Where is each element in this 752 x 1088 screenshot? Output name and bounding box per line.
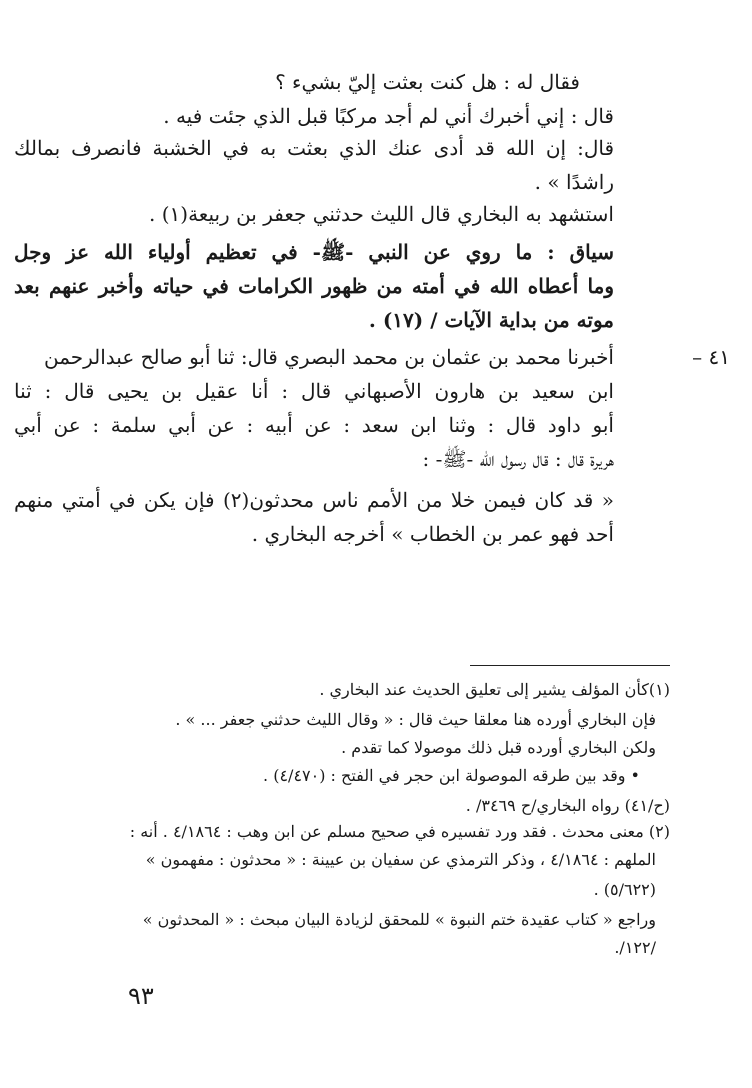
footnote-line-2: فإن البخاري أورده هنا معلقا حيث قال : « وقال الليث حدثني جعفر ... » .	[175, 710, 656, 729]
footnote-separator	[470, 665, 670, 666]
body-line-3: قال: إن الله قد أدى عنك الذي بعثت به في الخشبة فانصرف بمالك	[14, 136, 614, 160]
hadith-line-4: هريرة قال : قال رسول الله -ﷺ- :	[422, 447, 614, 471]
body-line-2: قال : إني أخبرك أني لم أجد مركبًا قبل الذي جئت فيه .	[163, 104, 614, 128]
body-line-4: راشدًا » .	[534, 170, 614, 194]
siyaq-line-1: سياق : ما روي عن النبي -ﷺ- في تعظيم أولياء الله عز وجل	[14, 240, 614, 264]
footnote-line-3: ولكن البخاري أورده قبل ذلك موصولا كما تقدم .	[341, 738, 656, 757]
hadith-number: ٤١ –	[692, 345, 730, 369]
siyaq-line-3: موته من بداية الآيات / (١٧) .	[368, 308, 614, 332]
hadith-line-2: ابن سعيد بن هارون الأصبهاني قال : أنا عقيل بن يحيى قال : ثنا	[14, 379, 614, 403]
footnote-line-5: (ح/٤١) رواه البخاري/ح ٣٤٦٩/ .	[465, 796, 670, 815]
footnote-line-4: • وقد بين طرقه الموصولة ابن حجر في الفتح : (٤/٤٧٠) .	[263, 766, 640, 785]
siyaq-line-2: وما أعطاه الله في أمته من ظهور الكرامات في حياته وأخبر عنهم بعد	[14, 274, 614, 298]
footnote-line-9: وراجع « كتاب عقيدة ختم النبوة » للمحقق لزيادة البيان مبحث : « المحدثون »	[142, 910, 656, 929]
footnote-line-6: (٢) معنى محدث . فقد ورد تفسيره في صحيح مسلم عن ابن وهب : ٤/١٨٦٤ . أنه :	[129, 822, 670, 841]
footnote-line-8: (٥/٦٢٢) .	[593, 880, 656, 899]
quote-line-1: « قد كان فيمن خلا من الأمم ناس محدثون(٢) فإن يكن في أمتي منهم	[14, 488, 615, 512]
body-line-1: فقال له : هل كنت بعثت إليّ بشيء ؟	[275, 70, 580, 94]
footnote-line-10: /١٢٢/.	[614, 938, 656, 957]
page-number: ٩٣	[128, 982, 154, 1010]
hadith-line-3: أبو داود قال : وثنا ابن سعد : عن أبيه : عن أبي سلمة : عن أبي	[14, 413, 614, 437]
quote-line-2: أحد فهو عمر بن الخطاب » أخرجه البخاري .	[251, 522, 614, 546]
footnote-line-1: (١)كأن المؤلف يشير إلى تعليق الحديث عند البخاري .	[319, 680, 670, 699]
hadith-line-1: أخبرنا محمد بن عثمان بن محمد البصري قال: ثنا أبو صالح عبدالرحمن	[43, 345, 614, 369]
footnote-line-7: الملهم : ٤/١٨٦٤ ، وذكر الترمذي عن سفيان بن عيينة : « محدثون : مفهمون »	[145, 850, 656, 869]
body-line-5: استشهد به البخاري قال الليث حدثني جعفر بن ربيعة(١) .	[149, 202, 614, 226]
